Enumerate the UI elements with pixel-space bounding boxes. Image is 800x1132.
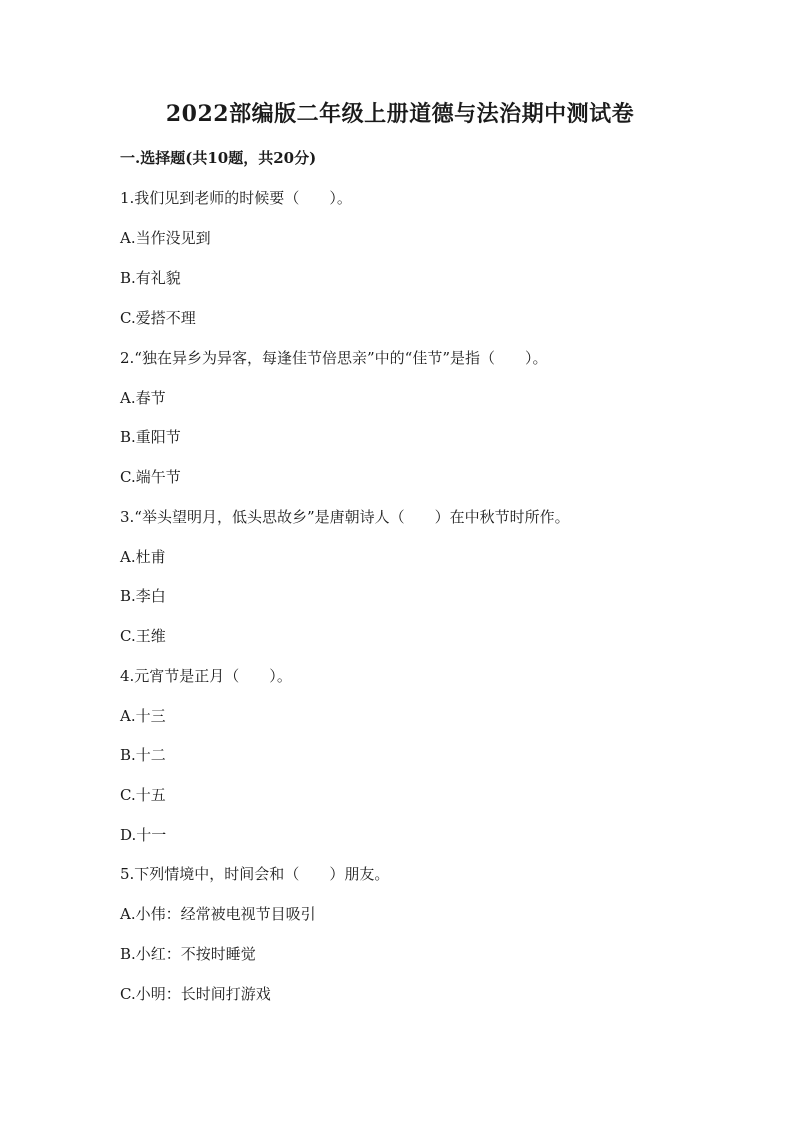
question-4-option-b: B.十二	[120, 746, 166, 764]
question-3-stem: 3.“举头望明月，低头思故乡”是唐朝诗人（ ）在中秋节时所作。	[120, 508, 570, 526]
question-4-option-a: A.十三	[120, 707, 166, 725]
exam-title: 2022部编版二年级上册道德与法治期中测试卷	[165, 101, 635, 127]
question-1-option-a: A.当作没见到	[120, 229, 211, 247]
question-3-option-b: B.李白	[120, 587, 166, 605]
question-3-option-a: A.杜甫	[120, 548, 166, 566]
question-3-option-c: C.王维	[120, 627, 166, 645]
question-4-option-d: D.十一	[120, 826, 167, 844]
question-4-stem: 4.元宵节是正月（ ）。	[120, 667, 292, 685]
question-4-option-c: C.十五	[120, 786, 166, 804]
question-2-option-b: B.重阳节	[120, 428, 181, 446]
question-5-option-c: C.小明：长时间打游戏	[120, 985, 271, 1003]
question-1-stem: 1.我们见到老师的时候要（ ）。	[120, 189, 352, 207]
question-2-option-a: A.春节	[120, 389, 166, 407]
question-5-option-b: B.小红：不按时睡觉	[120, 945, 256, 963]
question-5-option-a: A.小伟：经常被电视节目吸引	[120, 905, 316, 923]
question-2-stem: 2.“独在异乡为异客，每逢佳节倍思亲”中的“佳节”是指（ ）。	[120, 349, 548, 367]
section-heading: 一.选择题(共10题，共20分)	[120, 149, 317, 167]
question-1-option-b: B.有礼貌	[120, 269, 181, 287]
question-5-stem: 5.下列情境中，时间会和（ ）朋友。	[120, 865, 390, 883]
question-2-option-c: C.端午节	[120, 468, 181, 486]
question-1-option-c: C.爱搭不理	[120, 309, 196, 327]
